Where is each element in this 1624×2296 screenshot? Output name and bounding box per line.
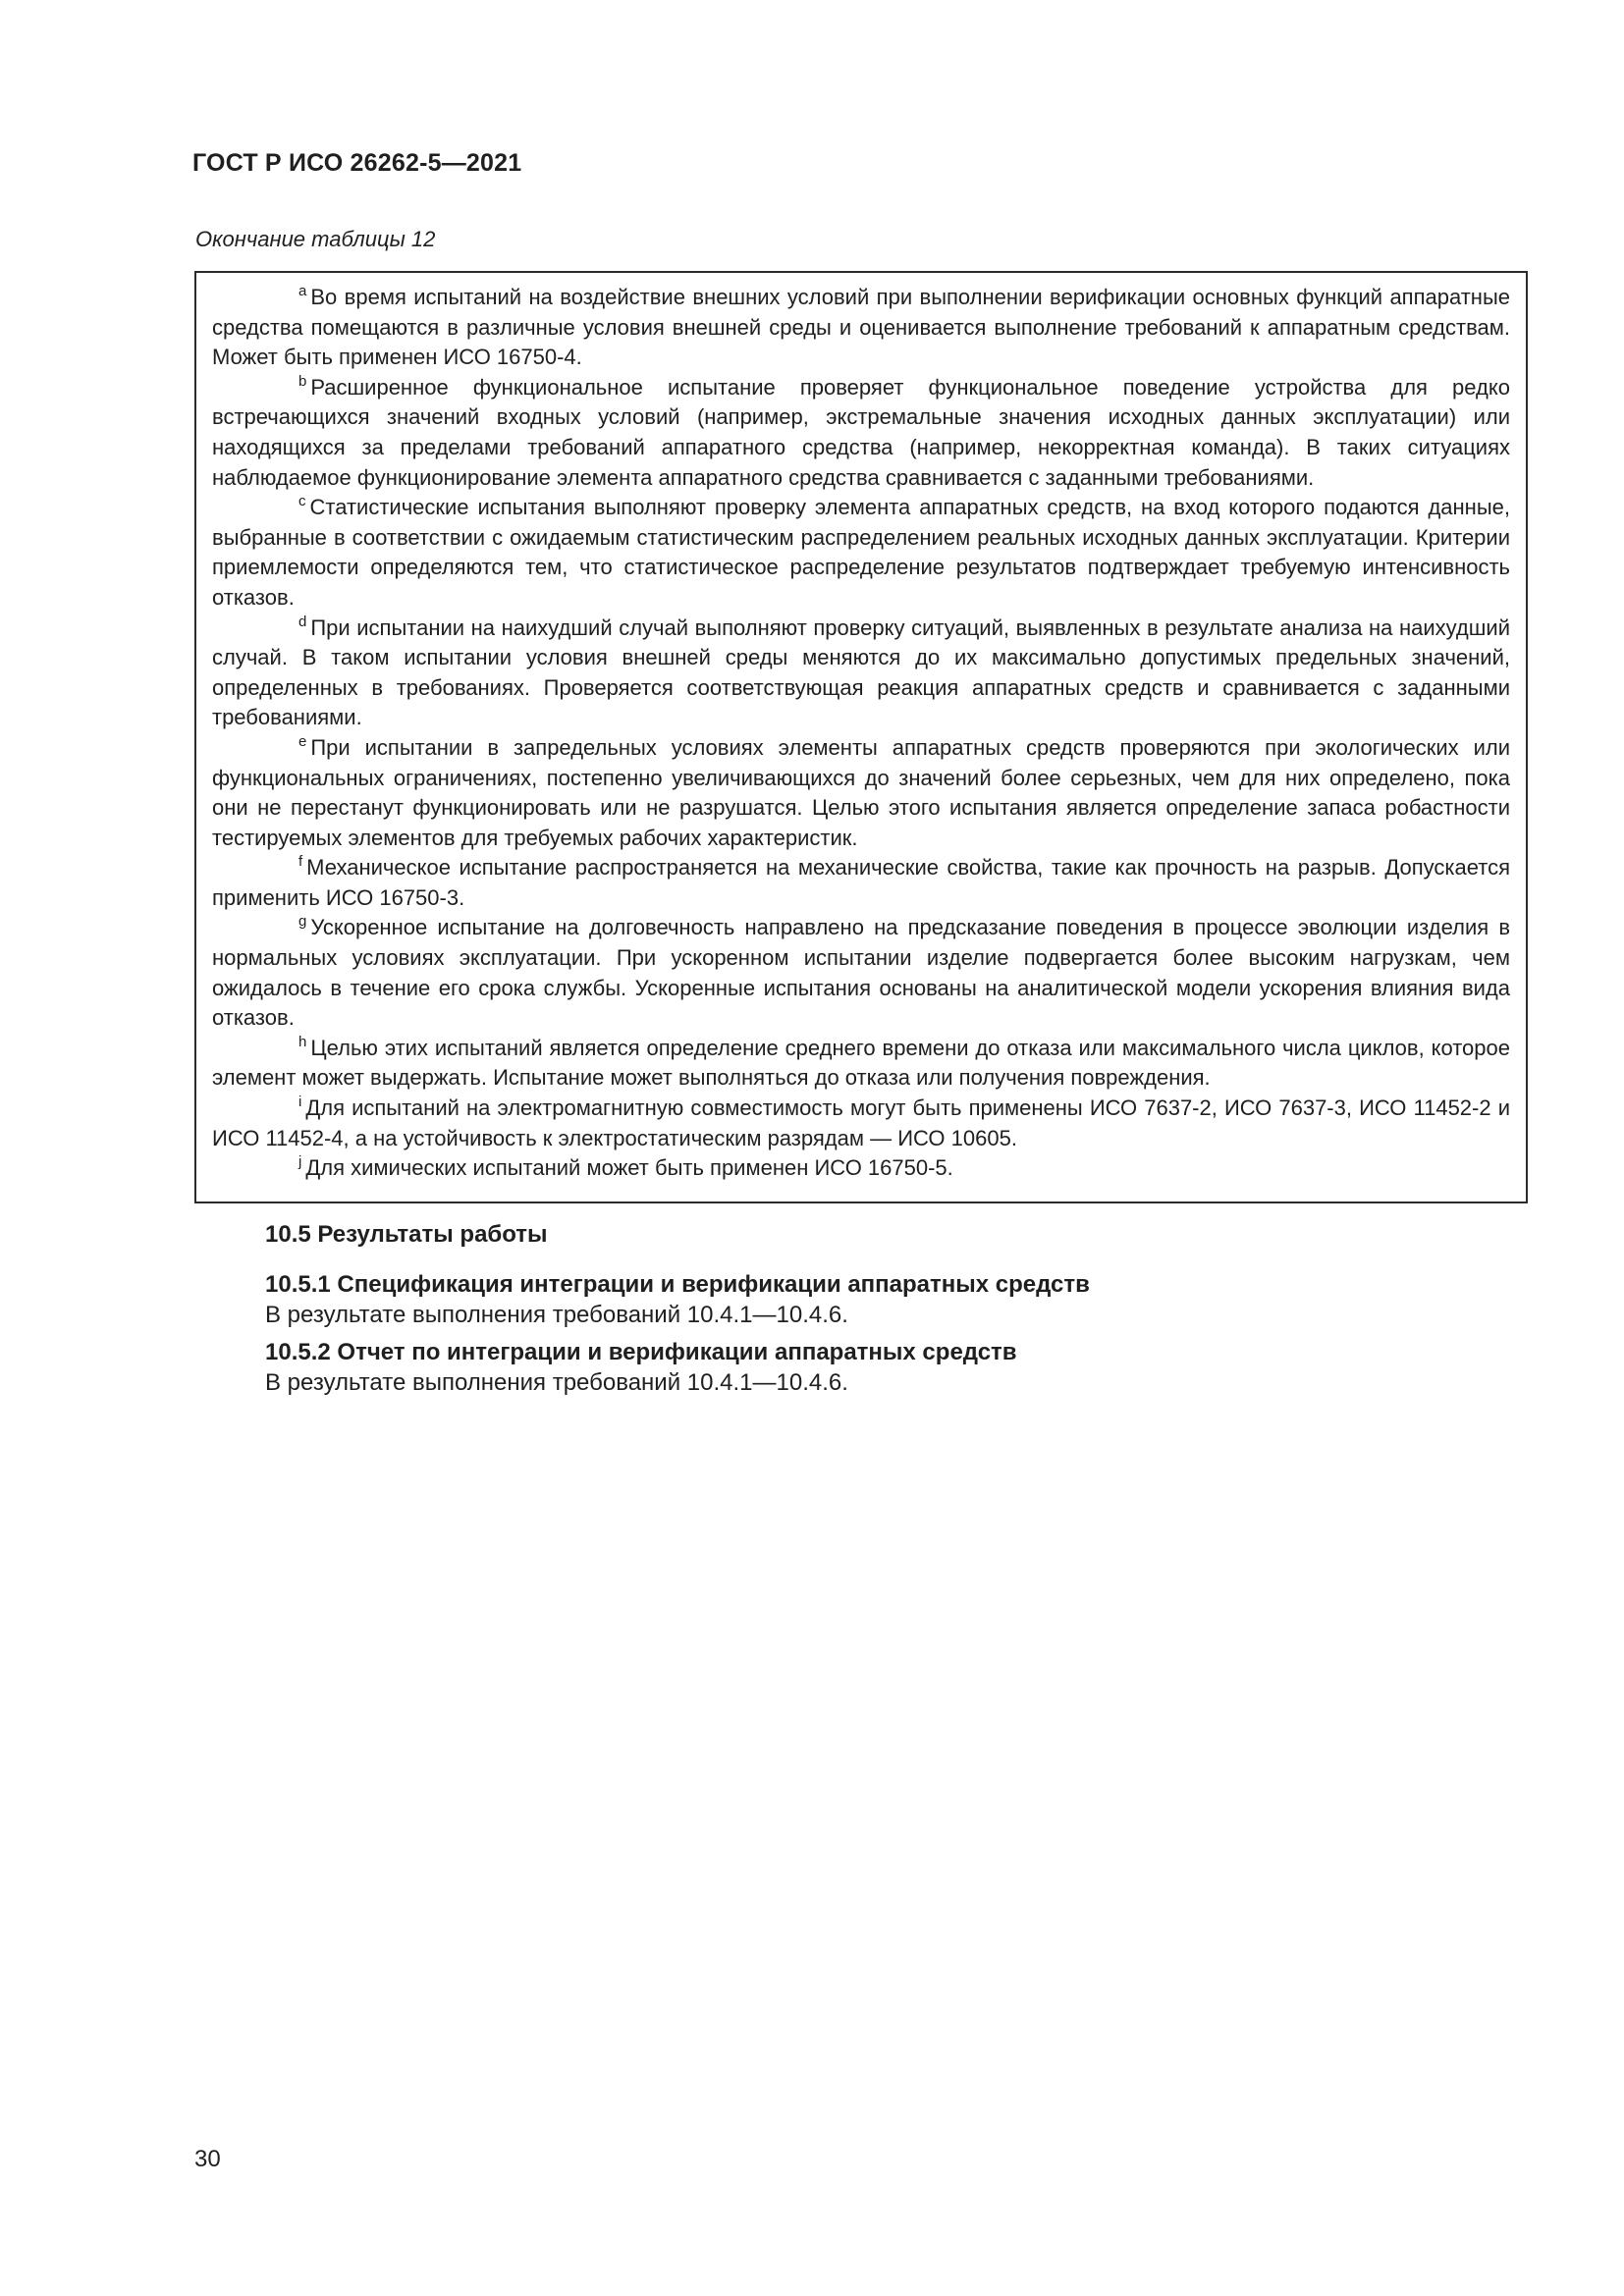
page-number: 30 xyxy=(194,2146,221,2172)
note-marker: e xyxy=(298,732,307,750)
section-title: 10.5 Результаты работы xyxy=(265,1221,548,1248)
note-text: Целью этих испытаний является определение среднего времени до отказа или максимального числа циклов, которое элемент может выдержать. Испытание может выполняться до отказа или получения повреждения. xyxy=(212,1035,1510,1091)
note-h xyxy=(212,1034,1510,1094)
note-j xyxy=(212,1153,1510,1184)
note-marker: j xyxy=(298,1153,302,1171)
note-i xyxy=(212,1094,1510,1153)
note-f xyxy=(212,853,1510,913)
table-notes-box xyxy=(194,271,1528,1203)
subsection-2 xyxy=(265,1339,1473,1400)
note-b xyxy=(212,373,1510,493)
note-e xyxy=(212,733,1510,853)
note-a xyxy=(212,283,1510,373)
note-d xyxy=(212,614,1510,733)
note-text: При испытании на наихудший случай выполняют проверку ситуаций, выявленных в результате анализа на наихудший случай. В таком испытании условия внешней среды меняются до их максимально допустимых предельных значений, определенных в требованиях. Проверяется соответствующая реакция аппаратных средств и сравнивается с заданными требованиями. xyxy=(212,614,1510,730)
note-text: Во время испытаний на воздействие внешних условий при выполнении верификации основных функций аппаратные средства помещаются в различные условия внешней среды и оценивается выполнение требований к аппаратным средствам. Может быть применен ИСО 16750-4. xyxy=(212,285,1510,370)
table-caption: Окончание таблицы 12 xyxy=(195,227,436,251)
note-text: Для испытаний на электромагнитную совместимость могут быть применены ИСО 7637-2, ИСО 7637-3, ИСО 11452-2 и ИСО 11452-4, а на устойчивость к электростатическим разрядам — ИСО 10605. xyxy=(212,1095,1510,1150)
note-text: Ускоренное испытание на долговечность направлено на предсказание поведения в процессе эволюции изделия в нормальных условиях эксплуатации. При ускоренном испытании изделие подвергается более высоким нагрузкам, чем ожидалось в течение его срока службы. Ускоренные испытания основаны на аналитической модели ускорения влияния вида отказов. xyxy=(212,915,1510,1031)
subsection-1 xyxy=(265,1271,1473,1332)
note-marker: d xyxy=(298,613,307,630)
note-text: При испытании в запредельных условиях элементы аппаратных средств проверяются при экологических или функциональных ограничениях, постепенно увеличивающихся до значений более серьезных, чем для них определено, пока они не перестанут функционировать или не разрушатся. Целью этого испытания является определение запаса робастности тестируемых элементов для требуемых рабочих характеристик. xyxy=(212,734,1510,850)
note-text: Для химических испытаний может быть применен ИСО 16750-5. xyxy=(305,1155,953,1181)
note-text: Расширенное функциональное испытание проверяет функциональное поведение устройства для редко встречающихся значений входных условий (например, экстремальные значения исходных данных эксплуатации) или находящихся за пределами требований аппаратного средства (например, некорректная команда). В таких ситуациях наблюдаемое функционирование элемента аппаратного средства сравнивается с заданными требованиями. xyxy=(212,374,1510,490)
note-text: Механическое испытание распространяется на механические свойства, такие как прочность на разрыв. Допускается применить ИСО 16750-3. xyxy=(212,855,1510,910)
subsection-1-text: В результате выполнения требований 10.4.1—10.4.6. xyxy=(265,1302,848,1328)
note-c xyxy=(212,493,1510,613)
note-marker: a xyxy=(298,283,307,299)
note-marker: b xyxy=(298,372,307,390)
subsection-2-text: В результате выполнения требований 10.4.1—10.4.6. xyxy=(265,1369,848,1396)
document-header: ГОСТ Р ИСО 26262-5—2021 xyxy=(192,149,522,177)
subsection-2-title: 10.5.2 Отчет по интеграции и верификации аппаратных средств xyxy=(265,1339,1017,1365)
note-g xyxy=(212,913,1510,1033)
note-marker: i xyxy=(298,1094,302,1111)
section-heading xyxy=(265,1221,1473,1249)
note-marker: g xyxy=(298,913,307,931)
note-marker: h xyxy=(298,1033,307,1050)
note-text: Статистические испытания выполняют проверку элемента аппаратных средств, на вход которого подаются данные, выбранные в соответствии с ожидаемым статистическим распределением реальных исходных данных эксплуатации. Критерии приемлемости определяются тем, что статистическое распределение результатов подтверждает требуемую интенсивность отказов. xyxy=(212,495,1510,610)
subsection-1-title: 10.5.1 Спецификация интеграции и верификации аппаратных средств xyxy=(265,1271,1090,1298)
note-marker: c xyxy=(298,493,306,510)
note-marker: f xyxy=(298,853,303,871)
